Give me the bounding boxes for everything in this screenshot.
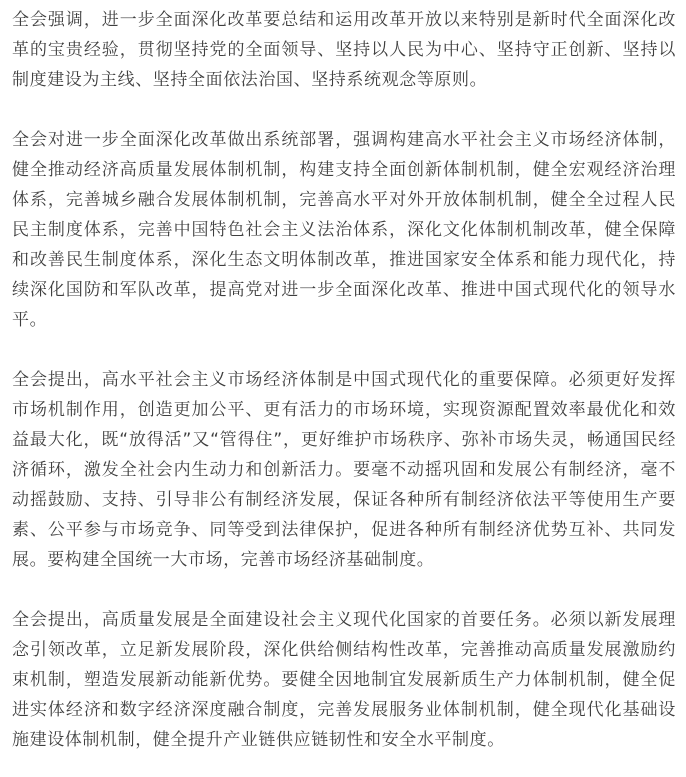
paragraph-high-quality-development: 全会提出，高质量发展是全面建设社会主义现代化国家的首要任务。必须以新发展理念引领改革，立足新发展阶段，深化供给侧结构性改革，完善推动高质量发展激励约束机制，塑造发展新动能新优势。要健全因地制宜发展新质生产力体制机制，健全促进实体经济和数字经济深度融合制度，完善发展服务业体制机制，健全现代化基础设施建设体制机制，健全提升产业链供应链韧性和安全水平制度。 <box>12 610 676 750</box>
paragraph-market-economy: 全会提出，高水平社会主义市场经济体制是中国式现代化的重要保障。必须更好发挥市场机制作用，创造更加公平、更有活力的市场环境，实现资源配置效率最优化和效益最大化，既“放得活”又“管得住”，更好维护市场秩序、弥补市场失灵，畅通国民经济循环，激发全社会内生动力和创新活力。要毫不动摇巩固和发展公有制经济，毫不动摇鼓励、支持、引导非公有制经济发展，保证各种所有制经济依法平等使用生产要素、公平参与市场竞争、同等受到法律保护，促进各种所有制经济优势互补、共同发展。要构建全国统一大市场，完善市场经济基础制度。 <box>12 370 676 570</box>
paragraph-systematic-deployment: 全会对进一步全面深化改革做出系统部署，强调构建高水平社会主义市场经济体制，健全推动经济高质量发展体制机制，构建支持全面创新体制机制，健全宏观经济治理体系，完善城乡融合发展体制机制，完善高水平对外开放体制机制，健全全过程人民民主制度体系，完善中国特色社会主义法治体系，深化文化体制机制改革，健全保障和改善民生制度体系，深化生态文明体制改革，推进国家安全体系和能力现代化，持续深化国防和军队改革，提高党对进一步全面深化改革、推进中国式现代化的领导水平。 <box>12 130 676 330</box>
paragraph-principles: 全会强调，进一步全面深化改革要总结和运用改革开放以来特别是新时代全面深化改革的宝贵经验，贯彻坚持党的全面领导、坚持以人民为中心、坚持守正创新、坚持以制度建设为主线、坚持全面依法治国、坚持系统观念等原则。 <box>12 10 676 90</box>
